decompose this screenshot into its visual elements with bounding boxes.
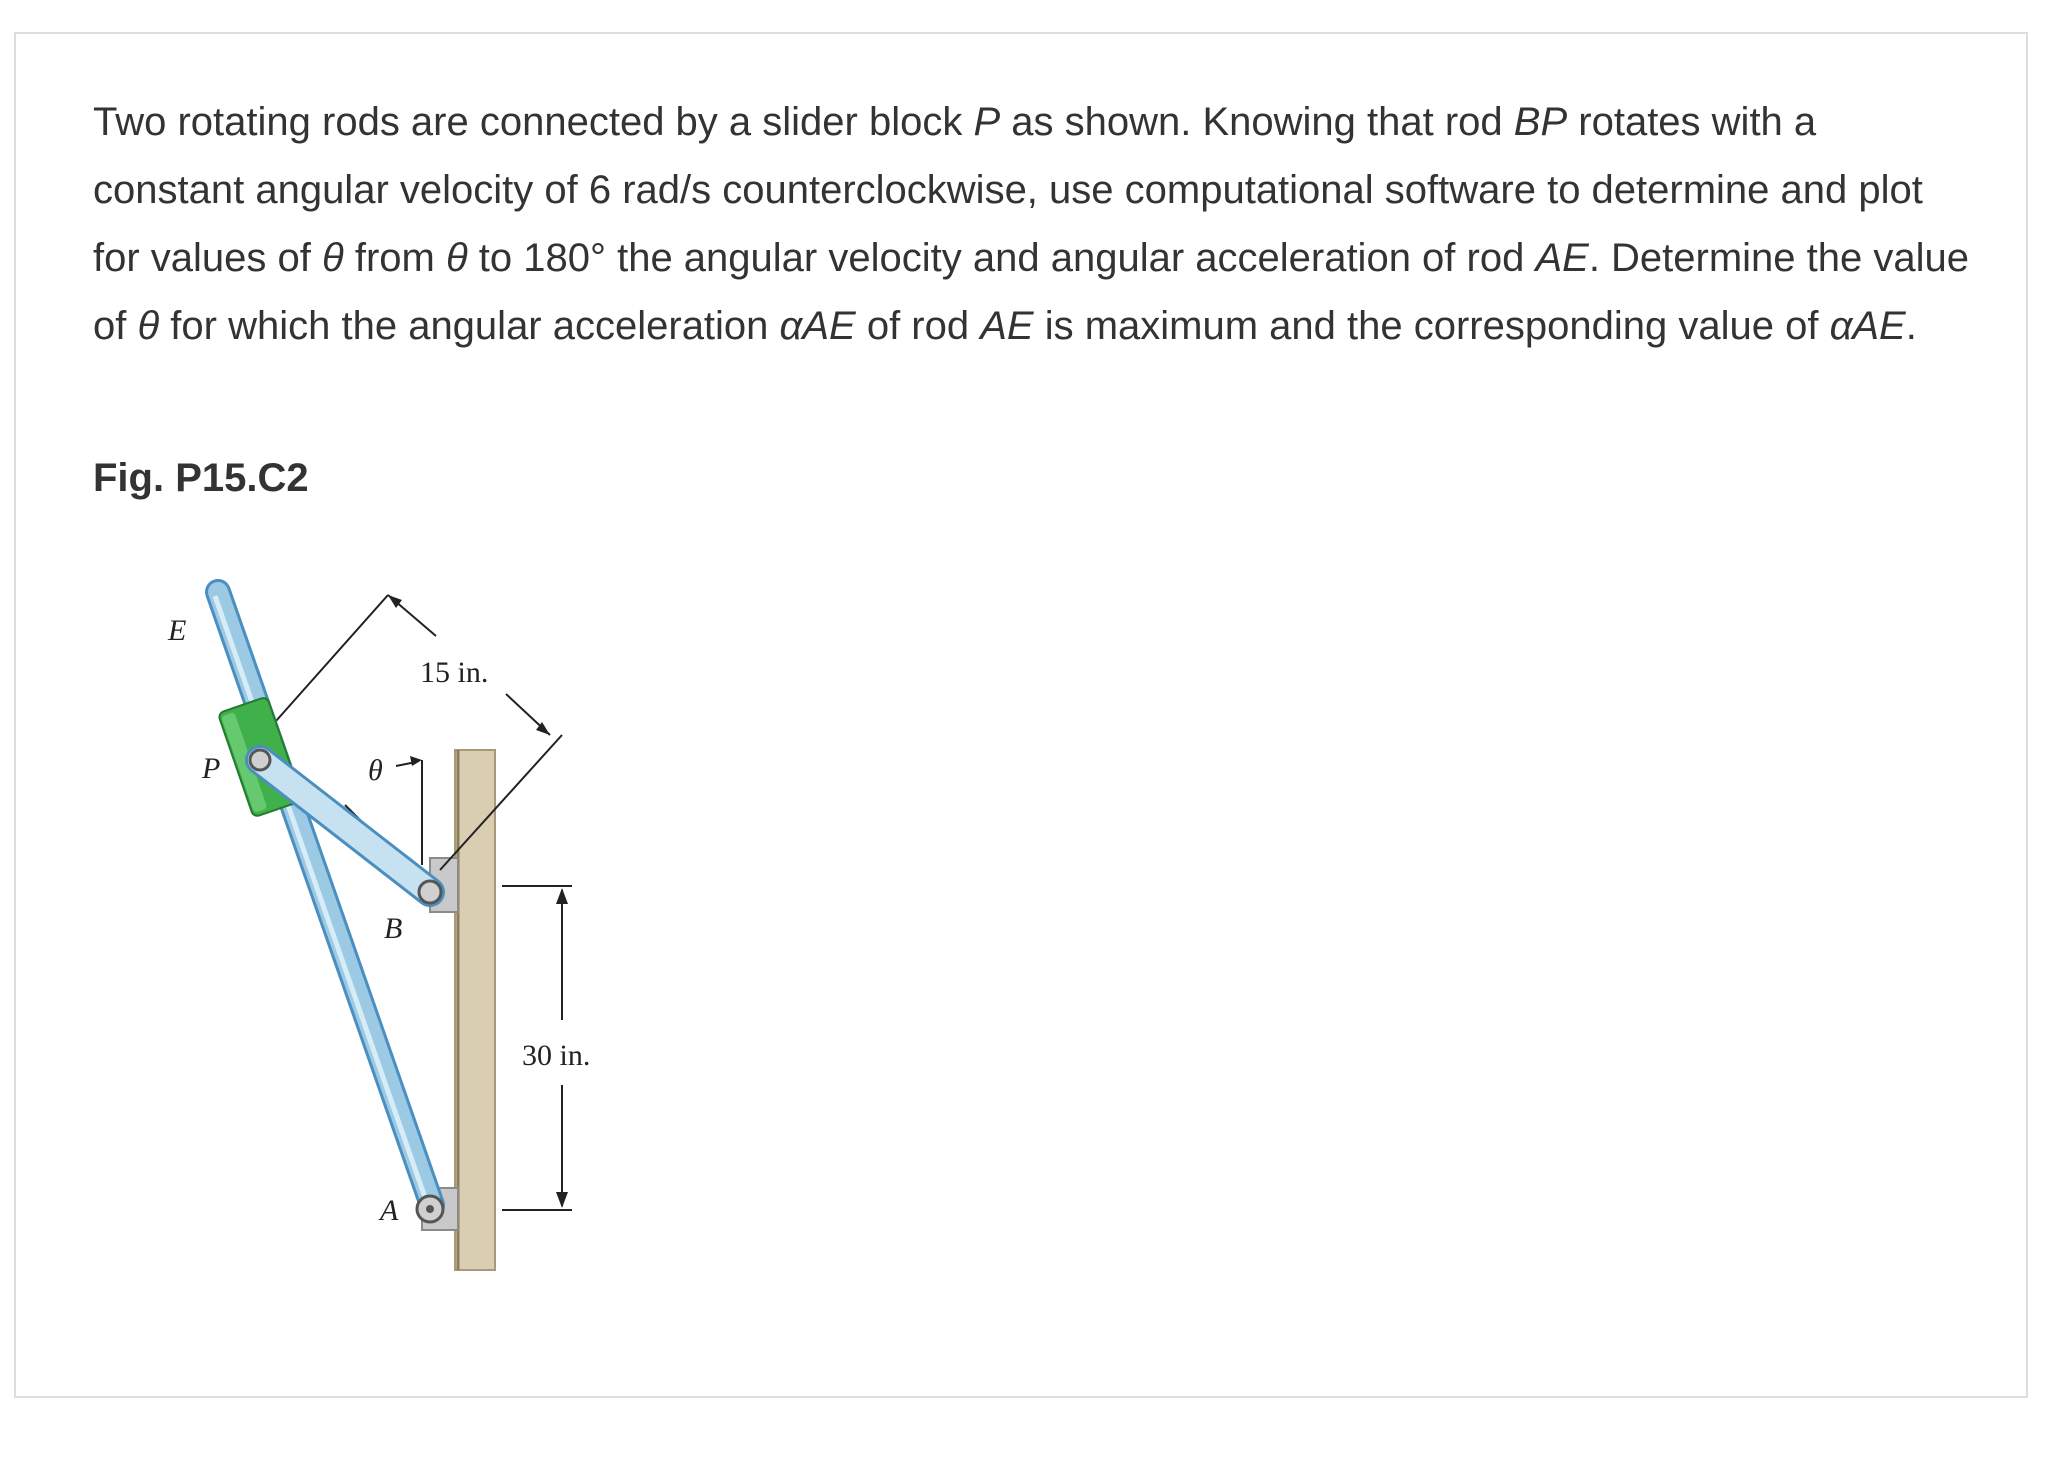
- variable: θ: [322, 236, 344, 280]
- variable: θ: [137, 304, 160, 348]
- theta-arrow-head: [410, 756, 422, 766]
- rod-ae: [218, 592, 432, 1205]
- variable: BP: [1513, 100, 1568, 144]
- variable: αAE: [1829, 304, 1906, 348]
- dimension-15in: 15 in.: [420, 656, 489, 689]
- variable: AE: [980, 304, 1034, 348]
- variable: P: [973, 100, 1001, 144]
- label-p: P: [202, 752, 221, 785]
- rod-bp: [260, 760, 430, 892]
- mechanism-diagram: [140, 560, 620, 1280]
- variable: AE: [1535, 236, 1589, 280]
- figure-caption: Fig. P15.C2: [93, 456, 309, 500]
- text-segment: as shown. Knowing that rod: [1000, 100, 1514, 144]
- pin-p: [250, 750, 270, 770]
- problem-statement: [93, 88, 1973, 360]
- rod-ae-highlight: [215, 596, 428, 1206]
- text-segment: Two rotating rods are connected by a slider block: [93, 100, 974, 144]
- text-segment: .: [1905, 304, 1917, 348]
- text-segment: is maximum and the corresponding value of: [1033, 304, 1830, 348]
- text-segment: . Determine the value of: [93, 236, 1970, 348]
- text-segment: from: [343, 236, 446, 280]
- text-segment: of rod: [855, 304, 981, 348]
- label-b: B: [384, 912, 403, 945]
- text-segment: rotates with a constant angular velocity of 6 rad/s counterclockwise, use computational software to determine and plot for values of: [93, 100, 1923, 280]
- dim-side-arrow-2: [556, 1192, 568, 1208]
- text-segment: for which the angular acceleration: [159, 304, 780, 348]
- dimension-30in: 30 in.: [522, 1039, 591, 1072]
- variable: θ: [445, 236, 468, 280]
- variable: αAE: [779, 304, 856, 348]
- label-a: A: [380, 1194, 399, 1227]
- pin-b: [419, 881, 441, 903]
- dim-top-ext-left: [268, 595, 388, 730]
- pin-a-center: [426, 1205, 434, 1213]
- label-e: E: [168, 614, 187, 647]
- label-theta: θ: [368, 754, 383, 787]
- wall: [455, 750, 495, 1270]
- text-segment: to 180° the angular velocity and angular acceleration of rod: [467, 236, 1536, 280]
- mechanism-figure: [140, 560, 620, 1280]
- dim-side-arrow-1: [556, 888, 568, 904]
